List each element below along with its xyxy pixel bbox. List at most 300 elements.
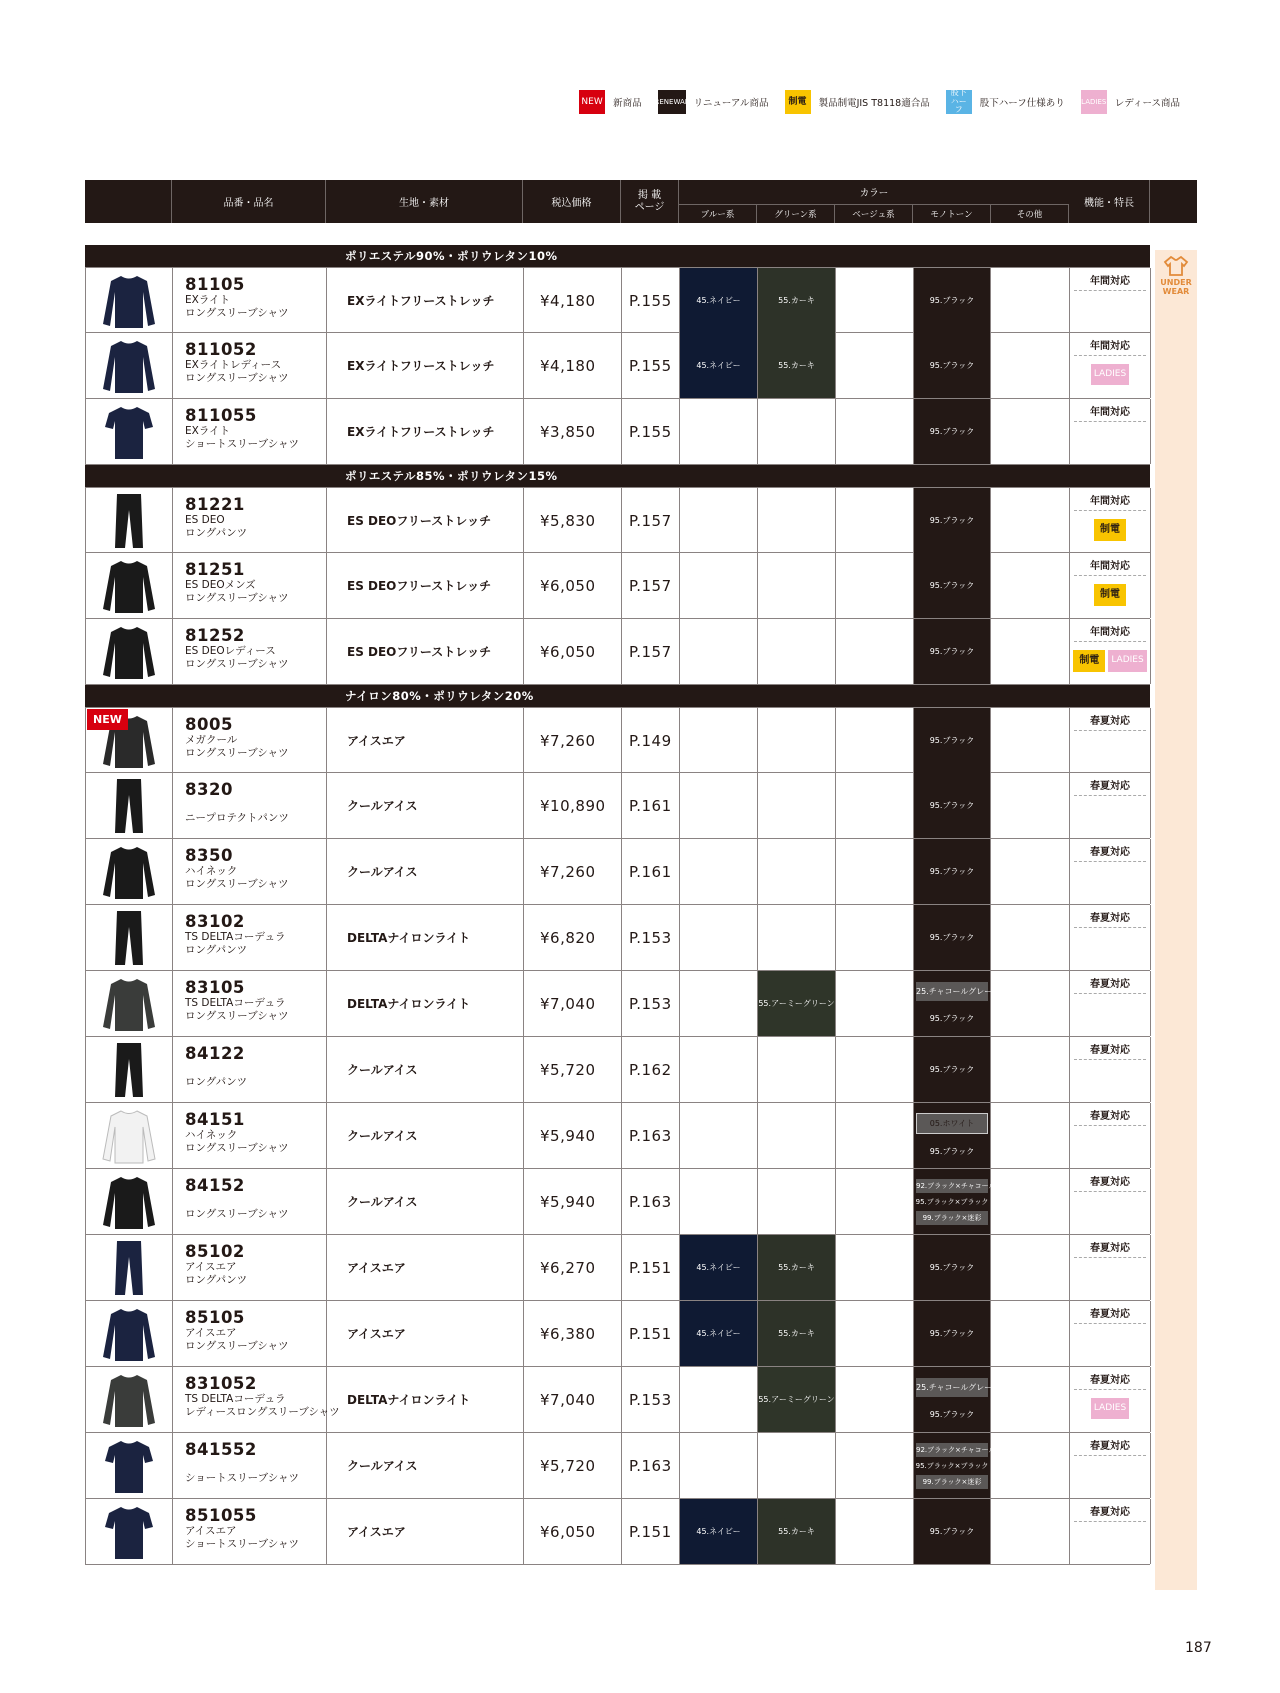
price: ¥6,270 <box>524 1235 622 1300</box>
product-thumbnail <box>86 1103 173 1168</box>
color-swatch: 55.アーミーグリーン <box>758 999 835 1008</box>
shirt-icon <box>1161 254 1191 278</box>
product-name-line: ロングパンツ <box>185 944 248 956</box>
color-cell-blue <box>680 905 758 970</box>
season-tag: 春夏対応 <box>1074 1305 1146 1324</box>
function-cell <box>1070 268 1151 333</box>
product-name-cell <box>173 971 327 1036</box>
season-tag: 春夏対応 <box>1074 1437 1146 1456</box>
product-name-line: ショートスリーブシャツ <box>185 1472 300 1484</box>
catalog-page: P.157 <box>622 619 680 684</box>
product-name-line: ES DEOレディース <box>185 645 276 657</box>
price: ¥3,850 <box>524 399 622 464</box>
legend-badge: 制電 <box>785 90 811 114</box>
product-name-cell <box>173 1235 327 1300</box>
color-swatch: 55.カーキ <box>778 1527 815 1536</box>
price: ¥7,040 <box>524 1367 622 1432</box>
function-cell <box>1070 839 1151 904</box>
side-label-word: WEAR <box>1162 287 1190 296</box>
season-tag: 春夏対応 <box>1074 1173 1146 1192</box>
section-header: ナイロン80%・ポリウレタン20% <box>85 685 1150 707</box>
color-cell-blue <box>680 773 758 838</box>
product-name-line: ショートスリーブシャツ <box>185 1538 300 1550</box>
header-color-3: モノトーン <box>913 204 991 223</box>
color-swatch: 55.アーミーグリーン <box>758 1395 835 1404</box>
product-name-line: EXライトレディース <box>185 359 282 371</box>
feature-icons <box>1091 364 1129 385</box>
color-swatch: 99.ブラック×迷彩 <box>916 1211 988 1225</box>
color-cell-beige <box>836 905 914 970</box>
material: EXライトフリーストレッチ <box>327 333 524 398</box>
product-name-line: TS DELTAコーデュラ <box>185 931 286 943</box>
color-cell-beige <box>836 553 914 618</box>
price: ¥5,830 <box>524 488 622 553</box>
product-name-line: アイスエア <box>185 1261 237 1273</box>
product-thumbnail <box>86 1499 173 1564</box>
color-cell-blue <box>680 619 758 684</box>
season-tag: 春夏対応 <box>1074 909 1146 928</box>
catalog-page: P.151 <box>622 1499 680 1564</box>
material: クールアイス <box>327 1037 524 1102</box>
color-swatch: 92.ブラック×チャコールグレー <box>916 1443 988 1457</box>
product-number: 81252 <box>185 626 245 645</box>
material: ES DEOフリーストレッチ <box>327 553 524 618</box>
color-cell-other <box>992 399 1070 464</box>
product-name-line: ロングスリーブシャツ <box>185 658 289 670</box>
price: ¥6,380 <box>524 1301 622 1366</box>
price: ¥4,180 <box>524 333 622 398</box>
table-row <box>85 333 1150 399</box>
price: ¥6,050 <box>524 619 622 684</box>
season-tag: 春夏対応 <box>1074 777 1146 796</box>
color-swatch: 99.ブラック×迷彩 <box>916 1475 988 1489</box>
legend-badge: 股下ハーフ <box>946 90 972 114</box>
color-cell-mono <box>914 1169 1017 1234</box>
color-cell-blue <box>680 1499 758 1564</box>
product-thumbnail <box>86 1169 173 1234</box>
catalog-page: P.153 <box>622 1367 680 1432</box>
color-cell-mono <box>914 1433 1017 1498</box>
function-cell <box>1070 773 1151 838</box>
catalog-page: P.155 <box>622 268 680 333</box>
color-cell-blue <box>680 268 758 333</box>
material: クールアイス <box>327 1433 524 1498</box>
product-thumbnail <box>86 773 173 838</box>
product-name-line: ES DEO <box>185 514 225 526</box>
color-cell-blue <box>680 1037 758 1102</box>
product-number: 841552 <box>185 1440 257 1459</box>
color-cell-other <box>992 708 1070 773</box>
material: アイスエア <box>327 1499 524 1564</box>
color-swatch: 55.カーキ <box>778 296 815 305</box>
category-side-tab <box>1155 250 1197 1590</box>
product-name-line: ロングスリーブシャツ <box>185 372 289 384</box>
product-name-line: レディースロングスリーブシャツ <box>185 1406 340 1418</box>
product-thumbnail <box>86 1037 173 1102</box>
material: DELTAナイロンライト <box>327 1367 524 1432</box>
color-cell-mono <box>914 971 991 1036</box>
color-swatch: 95.ブラック <box>929 1065 975 1074</box>
product-name-line <box>185 1459 326 1472</box>
season-tag: 春夏対応 <box>1074 1503 1146 1522</box>
color-cell-green <box>758 1433 836 1498</box>
color-cell-beige <box>836 619 914 684</box>
material: EXライトフリーストレッチ <box>327 268 524 333</box>
header-thumb <box>85 180 172 223</box>
season-tag: 春夏対応 <box>1074 1107 1146 1126</box>
color-cell-beige <box>836 773 914 838</box>
price: ¥6,050 <box>524 1499 622 1564</box>
season-tag: 春夏対応 <box>1074 1041 1146 1060</box>
season-tag: 年間対応 <box>1074 337 1146 356</box>
color-cell-blue <box>680 1169 758 1234</box>
catalog-page: P.163 <box>622 1433 680 1498</box>
product-name-line: アイスエア <box>185 1327 237 1339</box>
catalog-page: P.153 <box>622 905 680 970</box>
material: EXライトフリーストレッチ <box>327 399 524 464</box>
color-cell-beige <box>836 1301 914 1366</box>
catalog-page: P.163 <box>622 1169 680 1234</box>
feature-icons <box>1094 519 1126 541</box>
product-name-cell <box>173 333 327 398</box>
product-name-cell <box>173 1103 327 1168</box>
color-cell-blue <box>680 1103 758 1168</box>
product-thumbnail <box>86 839 173 904</box>
function-cell <box>1070 1301 1151 1366</box>
color-swatch: 25.チャコールグレー <box>916 1378 988 1397</box>
product-thumbnail <box>86 1235 173 1300</box>
catalog-page: P.161 <box>622 839 680 904</box>
color-cell-beige <box>836 1037 914 1102</box>
product-name-cell <box>173 1499 327 1564</box>
color-cell-beige <box>836 1235 914 1300</box>
color-cell-mono <box>914 708 991 773</box>
catalog-page: P.155 <box>622 333 680 398</box>
color-cell-mono <box>914 1235 991 1300</box>
color-cell-green <box>758 333 836 398</box>
product-name-cell <box>173 553 327 618</box>
price: ¥5,940 <box>524 1169 622 1234</box>
product-name-line: EXライト <box>185 425 231 437</box>
table-row <box>85 707 1150 773</box>
catalog-page: P.161 <box>622 773 680 838</box>
header-color-0: ブルー系 <box>679 204 757 223</box>
color-cell-other <box>992 619 1070 684</box>
color-cell-other <box>992 773 1070 838</box>
color-swatch: 95.ブラック <box>929 801 975 810</box>
product-name-line: ES DEOメンズ <box>185 579 256 591</box>
color-swatch: 95.ブラック <box>929 427 975 436</box>
function-cell <box>1070 1169 1151 1234</box>
color-cell-mono <box>914 1103 991 1168</box>
product-name-line: ハイネック <box>185 1129 238 1141</box>
function-cell <box>1070 1433 1151 1498</box>
color-swatch: 95.ブラック×ブラック <box>915 1197 989 1206</box>
material: アイスエア <box>327 1235 524 1300</box>
product-thumbnail <box>86 971 173 1036</box>
price: ¥6,050 <box>524 553 622 618</box>
price: ¥5,720 <box>524 1037 622 1102</box>
product-thumbnail <box>86 488 173 553</box>
product-name-line: TS DELTAコーデュラ <box>185 1393 286 1405</box>
color-cell-blue <box>680 1235 758 1300</box>
color-cell-green <box>758 905 836 970</box>
color-swatch: 95.ブラック <box>929 1146 975 1156</box>
color-cell-other <box>992 333 1070 398</box>
table-row <box>85 905 1150 971</box>
product-number: 84152 <box>185 1176 245 1195</box>
product-thumbnail <box>86 399 173 464</box>
color-cell-beige <box>836 268 914 333</box>
table-row <box>85 839 1150 905</box>
season-tag: 年間対応 <box>1074 557 1146 576</box>
color-cell-other <box>992 1169 1070 1234</box>
header-product: 品番・品名 <box>172 180 326 223</box>
function-cell <box>1070 619 1151 684</box>
color-cell-blue <box>680 488 758 553</box>
color-swatch: 25.チャコールグレー <box>916 982 988 1001</box>
color-swatch: 95.ブラック <box>929 1527 975 1536</box>
product-number: 8320 <box>185 780 233 799</box>
header-side <box>1150 180 1197 223</box>
header-price: 税込価格 <box>523 180 621 223</box>
product-number: 851055 <box>185 1506 257 1525</box>
function-cell <box>1070 971 1151 1036</box>
product-name-line <box>185 1195 326 1208</box>
color-swatch: 95.ブラック <box>929 581 975 590</box>
color-cell-green <box>758 268 836 333</box>
catalog-page: P.153 <box>622 971 680 1036</box>
function-cell <box>1070 1103 1151 1168</box>
color-cell-green <box>758 1301 836 1366</box>
color-cell-other <box>992 905 1070 970</box>
color-swatch: 95.ブラック <box>929 736 975 745</box>
color-cell-green <box>758 399 836 464</box>
color-cell-mono <box>914 553 991 618</box>
page-number: 187 <box>1185 1640 1212 1656</box>
product-number: 8005 <box>185 715 233 734</box>
color-cell-blue <box>680 553 758 618</box>
product-name-line: ロングスリーブシャツ <box>185 1010 289 1022</box>
product-number: 831052 <box>185 1374 257 1393</box>
color-cell-beige <box>836 1367 914 1432</box>
product-thumbnail <box>86 553 173 618</box>
header-material: 生地・素材 <box>326 180 523 223</box>
season-tag: 春夏対応 <box>1074 843 1146 862</box>
product-name-cell <box>173 268 327 333</box>
catalog-page: P.157 <box>622 553 680 618</box>
section-header: ポリエステル85%・ポリウレタン15% <box>85 465 1150 487</box>
product-name-line: ハイネック <box>185 865 238 877</box>
color-cell-blue <box>680 1301 758 1366</box>
color-cell-mono <box>914 1499 991 1564</box>
product-name-cell <box>173 905 327 970</box>
legend-badge: RENEWAL <box>658 90 686 114</box>
table-row <box>85 1103 1150 1169</box>
material: クールアイス <box>327 1103 524 1168</box>
color-cell-beige <box>836 1103 914 1168</box>
ladies-badge: LADIES <box>1091 364 1129 385</box>
product-name-line: ロングパンツ <box>185 527 248 539</box>
product-thumbnail <box>86 1367 173 1432</box>
season-tag: 年間対応 <box>1074 492 1146 511</box>
header-color-1: グリーン系 <box>757 204 835 223</box>
material: クールアイス <box>327 773 524 838</box>
table-row <box>85 1499 1150 1565</box>
color-cell-other <box>992 1433 1070 1498</box>
legend-badge: NEW <box>579 90 605 114</box>
header-color: カラー <box>859 188 889 199</box>
color-swatch: 45.ネイビー <box>696 1263 741 1272</box>
color-cell-other <box>992 1235 1070 1300</box>
table-row <box>85 1433 1150 1499</box>
product-name-cell <box>173 708 327 773</box>
color-cell-green <box>758 1169 836 1234</box>
price: ¥6,820 <box>524 905 622 970</box>
product-name-line <box>185 799 326 812</box>
product-name-line: ロングスリーブシャツ <box>185 307 289 319</box>
color-swatch: 95.ブラック <box>929 867 975 876</box>
product-number: 84151 <box>185 1110 245 1129</box>
color-cell-mono <box>914 333 991 398</box>
function-cell <box>1070 1037 1151 1102</box>
season-tag: 年間対応 <box>1074 403 1146 422</box>
table-row <box>85 487 1150 553</box>
color-swatch: 95.ブラック <box>929 1263 975 1272</box>
product-name-cell <box>173 399 327 464</box>
color-cell-beige <box>836 488 914 553</box>
color-cell-beige <box>836 839 914 904</box>
table-row <box>85 1169 1150 1235</box>
table-row <box>85 619 1150 685</box>
color-cell-other <box>992 268 1070 333</box>
season-tag: 春夏対応 <box>1074 1239 1146 1258</box>
legend-label: リニューアル商品 <box>693 98 769 109</box>
color-cell-other <box>992 839 1070 904</box>
color-cell-green <box>758 708 836 773</box>
season-tag: 年間対応 <box>1074 623 1146 642</box>
function-cell <box>1070 1499 1151 1564</box>
color-swatch: 95.ブラック <box>929 933 975 942</box>
price: ¥5,940 <box>524 1103 622 1168</box>
function-cell <box>1070 333 1151 398</box>
material: DELTAナイロンライト <box>327 971 524 1036</box>
product-number: 83105 <box>185 978 245 997</box>
function-cell <box>1070 488 1151 553</box>
legend-label: レディース商品 <box>1114 98 1180 109</box>
color-cell-mono <box>914 905 991 970</box>
color-swatch: 45.ネイビー <box>696 1527 741 1536</box>
catalog-page: P.163 <box>622 1103 680 1168</box>
product-name-cell <box>173 1169 327 1234</box>
color-cell-mono <box>914 619 991 684</box>
side-label <box>1155 278 1197 296</box>
color-cell-mono <box>914 488 991 553</box>
material: アイスエア <box>327 708 524 773</box>
color-cell-beige <box>836 1169 914 1234</box>
product-name-line: ロングスリーブシャツ <box>185 1340 289 1352</box>
price: ¥5,720 <box>524 1433 622 1498</box>
color-swatch: 45.ネイビー <box>696 361 741 370</box>
function-cell <box>1070 1235 1151 1300</box>
product-number: 84122 <box>185 1044 245 1063</box>
material: アイスエア <box>327 1301 524 1366</box>
color-cell-blue <box>680 839 758 904</box>
ladies-badge: LADIES <box>1091 1398 1129 1419</box>
catalog-page: P.157 <box>622 488 680 553</box>
product-name-line: ニープロテクトパンツ <box>185 812 289 824</box>
product-name-line: ロングパンツ <box>185 1274 248 1286</box>
product-name-cell <box>173 773 327 838</box>
color-cell-mono <box>914 399 991 464</box>
catalog-page: P.162 <box>622 1037 680 1102</box>
product-table <box>85 180 1197 1590</box>
color-cell-beige <box>836 971 914 1036</box>
color-cell-other <box>992 1499 1070 1564</box>
catalog-page: P.149 <box>622 708 680 773</box>
table-row <box>85 773 1150 839</box>
color-swatch: 55.カーキ <box>778 1263 815 1272</box>
feature-icons <box>1073 650 1146 672</box>
price: ¥7,040 <box>524 971 622 1036</box>
color-cell-beige <box>836 708 914 773</box>
legend-label: 股下ハーフ仕様あり <box>979 98 1065 109</box>
color-cell-green <box>758 1499 836 1564</box>
product-thumbnail <box>86 1301 173 1366</box>
color-cell-beige <box>836 399 914 464</box>
product-name-line: ロングスリーブシャツ <box>185 747 289 759</box>
product-name-line: アイスエア <box>185 1525 237 1537</box>
product-name-cell <box>173 1037 327 1102</box>
catalog-page: P.155 <box>622 399 680 464</box>
table-row <box>85 399 1150 465</box>
table-row <box>85 553 1150 619</box>
product-name-line: ロングスリーブシャツ <box>185 592 289 604</box>
color-cell-green <box>758 1367 836 1432</box>
header-function: 機能・特長 <box>1069 180 1150 223</box>
catalog-page: P.151 <box>622 1235 680 1300</box>
color-cell-other <box>992 971 1070 1036</box>
color-cell-green <box>758 971 836 1036</box>
product-name-line: EXライト <box>185 294 231 306</box>
material: クールアイス <box>327 839 524 904</box>
product-name-line <box>185 1063 326 1076</box>
product-number: 81251 <box>185 560 245 579</box>
ladies-badge: LADIES <box>1108 650 1146 672</box>
color-cell-mono <box>914 1037 991 1102</box>
function-cell <box>1070 708 1151 773</box>
product-number: 83102 <box>185 912 245 931</box>
color-swatch: 45.ネイビー <box>696 296 741 305</box>
section-header: ポリエステル90%・ポリウレタン10% <box>85 245 1150 267</box>
material: ES DEOフリーストレッチ <box>327 488 524 553</box>
color-swatch: 95.ブラック <box>929 296 975 305</box>
product-name-line: TS DELTAコーデュラ <box>185 997 286 1009</box>
color-cell-green <box>758 1037 836 1102</box>
side-label-word: UNDER <box>1160 278 1192 287</box>
color-cell-other <box>992 1103 1070 1168</box>
color-swatch: 55.カーキ <box>778 1329 815 1338</box>
color-cell-other <box>992 1037 1070 1102</box>
header-color-2: ベージュ系 <box>835 204 913 223</box>
product-number: 85105 <box>185 1308 245 1327</box>
product-number: 81105 <box>185 275 245 294</box>
color-cell-beige <box>836 333 914 398</box>
legend-badge: LADIES <box>1081 90 1107 114</box>
product-thumbnail <box>86 333 173 398</box>
color-cell-green <box>758 773 836 838</box>
product-name-cell <box>173 619 327 684</box>
